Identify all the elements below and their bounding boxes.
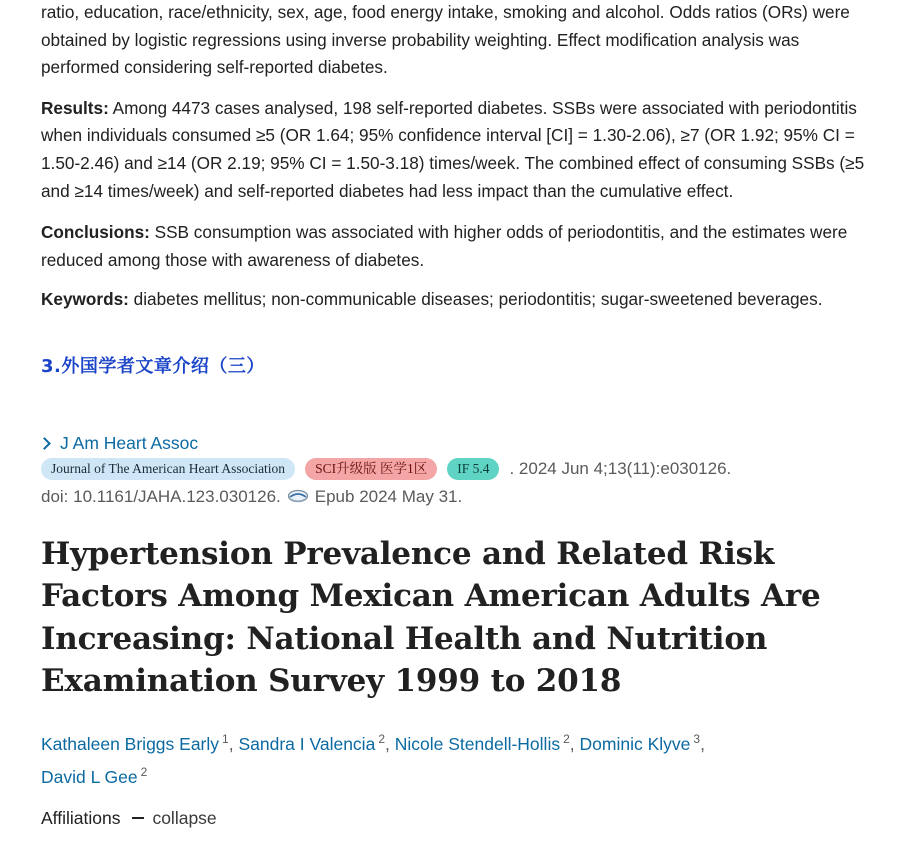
citation-text: . 2024 Jun 4;13(11):e030126.	[509, 458, 732, 478]
results-text: Among 4473 cases analysed, 198 self-reported diabetes. SSBs were associated with periodontitis when individuals consumed ≥5 (OR 1.64; 95% confidence interval [CI] = 1.30-2.06), ≥7 (OR 1.92; 95% CI = 1.50-2.46) and ≥14 (OR 2.19; 95% CI = 1.50-3.18) times/week. The combined effect of consuming SSBs (≥5 and ≥14 times/week) and self-reported diabetes had less impact than the cumulative effect.	[41, 97, 865, 201]
doi-line	[41, 487, 875, 507]
author-link[interactable]: Kathaleen Briggs Early	[41, 733, 220, 754]
affiliations-toggle[interactable]	[41, 808, 875, 829]
doi-text[interactable]: doi: 10.1161/JAHA.123.030126.	[41, 486, 281, 506]
author-affil-number[interactable]: 3	[693, 731, 701, 746]
section-heading: 3.外国学者文章介绍（三）	[41, 355, 265, 377]
journal-name[interactable]: J Am Heart Assoc	[60, 432, 199, 453]
author-link[interactable]: Nicole Stendell-Hollis	[394, 733, 561, 754]
author-affil-number[interactable]: 2	[378, 731, 385, 746]
author-list: Kathaleen Briggs Early $^1$, Sandra I Valencia $^2$, Nicole Stendell-Hollis $^2$, Dominic Klyve $^3$, David L Gee $^2$	[41, 731, 705, 787]
conclusions-paragraph	[41, 219, 875, 274]
journal-link[interactable]	[41, 433, 875, 454]
collapse-label[interactable]: collapse	[152, 807, 217, 828]
results-paragraph	[41, 95, 875, 205]
author-affil-number[interactable]: 2	[563, 731, 570, 746]
sci-badge: SCI升级版 医学1区	[305, 458, 437, 480]
author-link[interactable]: David L Gee	[41, 766, 138, 787]
affiliations-label[interactable]: Affiliations	[41, 807, 121, 828]
author-affil-number[interactable]: 1	[222, 731, 229, 746]
methods-paragraph: ratio, education, race/ethnicity, sex, age, food energy intake, smoking and alcohol. Odds ratios (ORs) were obtained by logistic regressions using inverse probability weighting. Effect modification analysis was performed considering self-reported diabetes.	[41, 2, 850, 78]
keywords-paragraph	[41, 286, 875, 314]
journal-badge: Journal of The American Heart Association	[41, 458, 295, 480]
author-link[interactable]: Dominic Klyve	[579, 733, 691, 754]
epub-date: Epub 2024 May 31.	[314, 486, 463, 506]
keywords-text: diabetes mellitus; non-communicable diseases; periodontitis; sugar-sweetened beverages.	[128, 289, 823, 310]
author-affil-number[interactable]: 2	[140, 764, 148, 779]
keywords-label: Keywords:	[41, 289, 129, 310]
conclusions-text: SSB consumption was associated with higher odds of periodontitis, and the estimates were reduced among those with awareness of diabetes.	[41, 222, 848, 270]
epub-icon	[287, 489, 309, 504]
article-title: Hypertension Prevalence and Related Risk Factors Among Mexican American Adults Are Increasing: National Health and Nutrition Examination Survey 1999 to 2018	[41, 535, 821, 700]
author-link[interactable]: Sandra I Valencia	[238, 733, 376, 754]
results-label: Results:	[41, 97, 109, 118]
citation-line	[41, 458, 875, 480]
impact-factor-badge: IF 5.4	[447, 458, 499, 480]
chevron-right-icon	[38, 437, 51, 450]
minus-icon	[132, 817, 144, 819]
conclusions-label: Conclusions:	[41, 222, 150, 243]
